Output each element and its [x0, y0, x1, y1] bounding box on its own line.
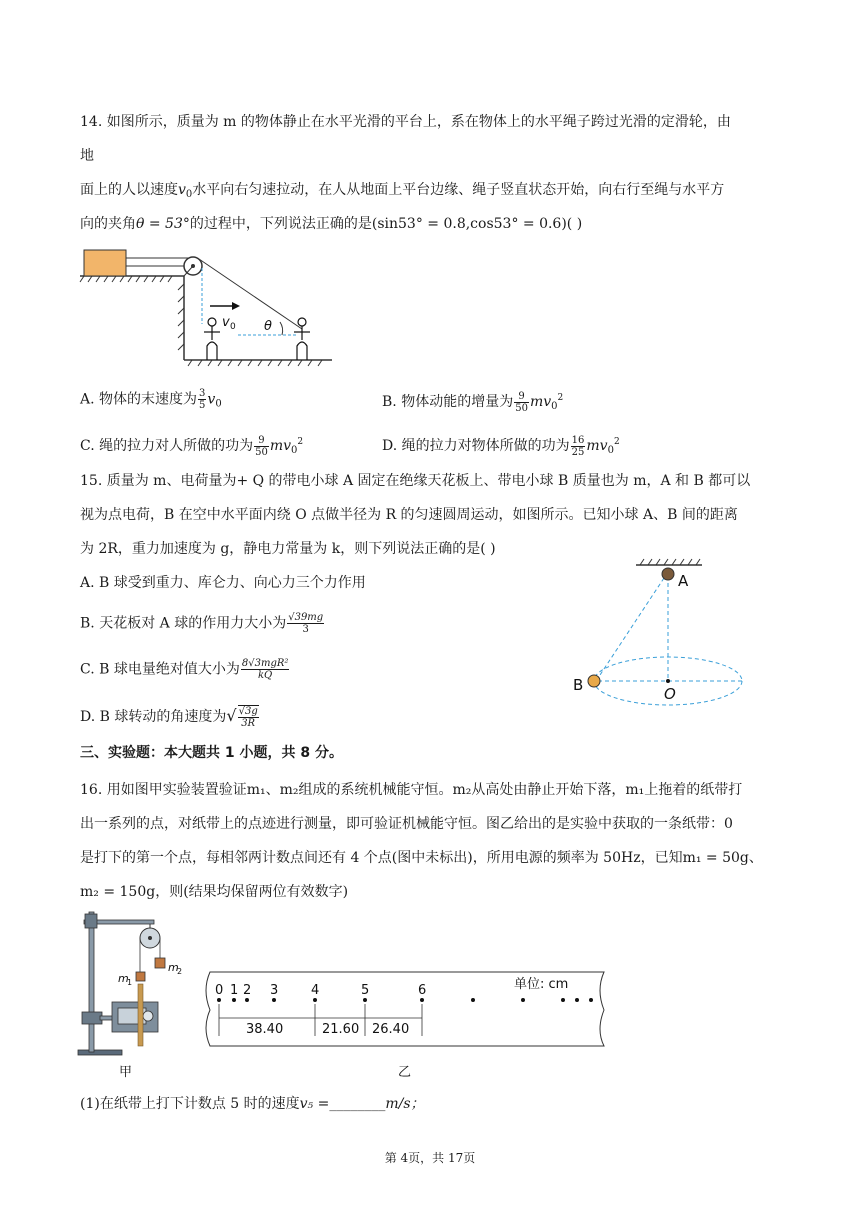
page-footer: 第 4页，共 17页 — [384, 1151, 476, 1165]
q16-line4: m₂ = 150g，则(结果均保留两位有效数字) — [80, 884, 349, 900]
svg-text:v: v — [222, 315, 230, 330]
q16-sub1: (1)在纸带上打下计数点 5 时的速度v₅ =________m/s； — [80, 1096, 425, 1112]
q15-line2: 视为点电荷，B 在空中水平面内绕 O 点做半径为 R 的匀速圆周运动，如图所示。已知小球 A、B 间的距离 — [80, 507, 738, 523]
q14-line3: 面上的人以速度$v_0$水平向右匀速拉动，在人从地面上平台边缘、绳子竖直状态开始，向右行至绳与水平方 — [80, 182, 725, 200]
q15-option-a[interactable]: A. B 球受到重力、库仑力、向心力三个力作用 — [80, 575, 366, 591]
tape-dist-56: 26.40 — [372, 1022, 410, 1037]
q14-option-c[interactable]: C. 绳的拉力对人所做的功为 $\frac{9}{50}$ $mv_0^2$ — [80, 434, 304, 458]
section-3-title: 三、实验题：本大题共 1 小题，共 8 分。 — [80, 745, 343, 761]
tape-label-5: 5 — [361, 983, 370, 998]
svg-text:m: m — [168, 961, 179, 974]
tape-label-1: 1 — [230, 983, 239, 998]
svg-text:θ: θ — [264, 319, 272, 334]
tape-label-4: 4 — [311, 983, 320, 998]
tape-label-0: 0 — [215, 983, 224, 998]
tape-label-2: 2 — [243, 983, 252, 998]
tape-label-6: 6 — [418, 983, 427, 998]
q15-option-c[interactable]: C. B 球电量绝对值大小为 8√3mgR² kQ — [80, 658, 289, 681]
svg-text:2: 2 — [177, 967, 183, 976]
svg-text:0: 0 — [230, 322, 236, 332]
q14-option-d[interactable]: D. 绳的拉力对物体所做的功为 $\frac{16}{25}$ $mv_0^2$ — [382, 434, 620, 458]
q15-option-d[interactable]: D. B 球转动的角速度为√ $\frac{√3g}{3R}$ — [80, 706, 258, 729]
tape-label-3: 3 — [270, 983, 279, 998]
svg-text:A: A — [678, 572, 689, 590]
q14-option-a[interactable]: A. 物体的末速度为 $\frac{3}{5}$ $v_0$ — [80, 388, 222, 411]
tape-dist-04: 38.40 — [246, 1022, 284, 1037]
svg-text:甲: 甲 — [119, 1065, 133, 1080]
tape-dist-45: 21.60 — [322, 1022, 360, 1037]
q14-option-b[interactable]: B. 物体动能的增量为 $\frac{9}{50}$ $mv_0^2$ — [382, 390, 564, 414]
q16-line1: 16. 用如图甲实验装置验证m₁、m₂组成的系统机械能守恒。m₂从高处由静止开始下落，m₁上拖着的纸带打 — [80, 782, 743, 798]
q16-sub1-blank[interactable]: ________ — [329, 1096, 386, 1112]
q14-line2: 地 — [80, 148, 94, 164]
q14-line4: 向的夹角θ = 53°的过程中，下列说法正确的是(sin53° = 0.8,cos53° = 0.6)( ) — [80, 216, 583, 232]
q16-line3: 是打下的第一个点，每相邻两计数点间还有 4 个点(图中未标出)，所用电源的频率为 50Hz，已知m₁ = 50g、 — [80, 850, 763, 866]
svg-text:B: B — [573, 676, 584, 694]
q14-line1: 14. 如图所示，质量为 m 的物体静止在水平光滑的平台上，系在物体上的水平绳子跨过光滑的定滑轮，由 — [80, 114, 731, 130]
svg-text:乙: 乙 — [398, 1065, 412, 1080]
q15-option-b[interactable]: B. 天花板对 A 球的作用力大小为 $\frac{√39mg}{3}$ — [80, 612, 324, 635]
q15-line1: 15. 质量为 m、电荷量为+ Q 的带电小球 A 固定在绝缘天花板上、带电小球 B 质量也为 m，A 和 B 都可以 — [80, 473, 751, 489]
svg-text:O: O — [664, 685, 676, 703]
svg-text:1: 1 — [127, 978, 133, 987]
q16-line2: 出一系列的点，对纸带上的点迹进行测量，即可验证机械能守恒。图乙给出的是实验中获取的一条纸带：0 — [80, 816, 733, 832]
svg-text:m: m — [118, 972, 129, 985]
q15-line3: 为 2R，重力加速度为 g，静电力常量为 k，则下列说法正确的是( ) — [80, 541, 496, 557]
svg-text:单位: cm: 单位: cm — [514, 977, 569, 992]
